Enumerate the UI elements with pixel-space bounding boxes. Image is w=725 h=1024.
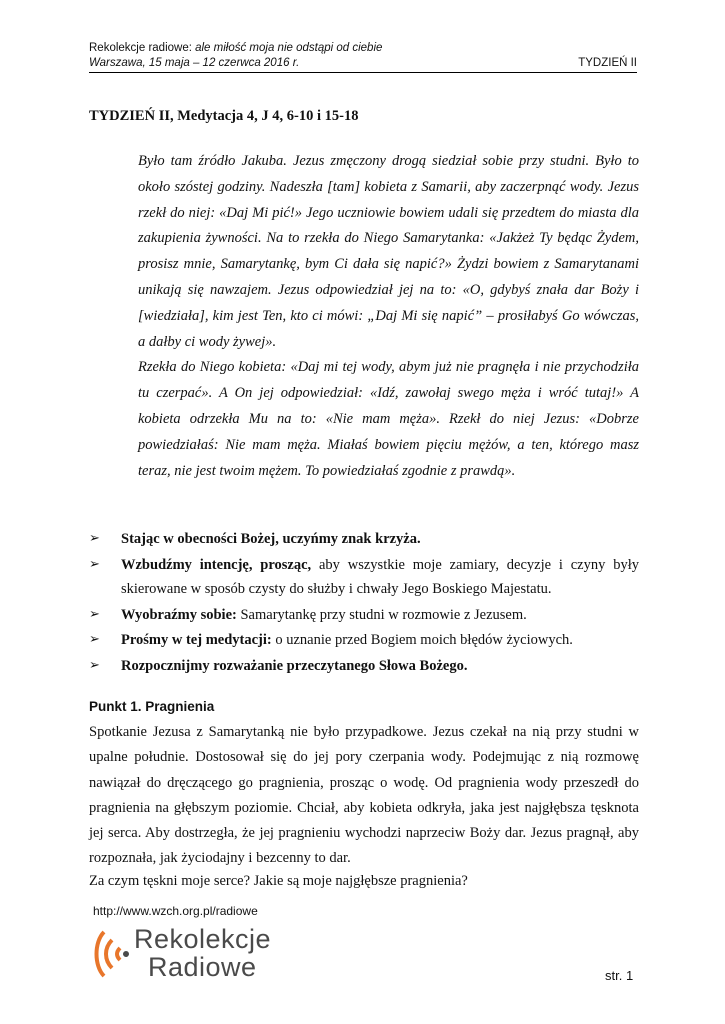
- meditation-heading: TYDZIEŃ II, Medytacja 4, J 4, 6-10 i 15-18: [89, 108, 359, 124]
- list-item: [89, 603, 639, 628]
- header-week-label: TYDZIEŃ II: [578, 57, 637, 69]
- step-bold-text: Wzbudźmy intencję, prosząc,: [121, 556, 312, 573]
- point-title: Punkt 1. Pragnienia: [89, 699, 215, 714]
- scripture-passage: [138, 149, 639, 484]
- arrow-bullet-icon: ➢: [89, 606, 100, 622]
- list-item: [89, 628, 639, 653]
- header-dates: Warszawa, 15 maja – 12 czerwca 2016 r.: [89, 57, 300, 69]
- header-line-2: [89, 56, 637, 73]
- step-bold-text: Rozpocznijmy rozważanie przeczytanego Słowa Bożego.: [121, 657, 468, 674]
- page-number: str. 1: [605, 968, 634, 983]
- scripture-paragraph-2: Rzekła do Niego kobieta: «Daj mi tej wody, abym już nie pragnęła i nie przychodziła tu czerpać». A On jej odpowiedział: «Idź, zawołaj swego męża i wróć tutaj!» A kobieta odrzekła Mu na to: «Nie mam męża». Rzekł do niej Jezus: «Dobrze powiedziałaś: Nie mam męża. Miałaś bowiem pięciu mężów, a ten, którego masz teraz, nie jest twoim mężem. To powiedziałaś zgodnie z prawdą».: [138, 359, 639, 479]
- meditation-steps-list: [89, 527, 639, 679]
- radio-waves-logo-icon: [90, 924, 136, 984]
- list-item: [89, 553, 639, 602]
- list-item: [89, 527, 639, 552]
- arrow-bullet-icon: ➢: [89, 531, 100, 546]
- header-retreat-title: ale miłość moja nie odstąpi od ciebie: [195, 42, 383, 54]
- point-body: Spotkanie Jezusa z Samarytanką nie było przypadkowe. Jezus czekał na nią przy studni w upalne południe. Dostosował się do jej pory czerpania wody. Podejmując z nią rozmowę nawiązał do dręczącego go pragnienia, prosząc o wodę. Od pragnienia wody przeszedł do pragnienia na głębszym poziomie. Chciał, aby kobieta odkryła, jaka jest najgłębsza tęsknota jej serca. Aby dostrzegła, że jej pragnieniu wychodzi naprzeciw Boży dar. Jezus pragnął, aby rozpoznała, jak życiodajny i bezcenny to dar.: [89, 724, 639, 867]
- logo-text-line-2: Radiowe: [148, 952, 257, 982]
- arrow-bullet-icon: ➢: [89, 556, 100, 572]
- scripture-paragraph-1: Było tam źródło Jakuba. Jezus zmęczony drogą siedział sobie przy studni. Było to około szóstej godziny. Nadeszła [tam] kobieta z Samarii, aby zaczerpnąć wody. Jezus rzekł do niej: «Daj Mi pić!» Jego uczniowie bowiem udali się przedtem do miasta dla zakupienia żywności. Na to rzekła do Niego Samarytanka: «Jakżeż Ty będąc Żydem, prosisz mnie, Samarytankę, bym Ci dała się napić?» Żydzi bowiem z Samarytanami unikają się nawzajem. Jezus odpowiedział jej na to: «O, gdybyś znała dar Boży i [wiedziała], kim jest Ten, kto ci mówi: „Daj Mi się napić” – prosiłabyś Go wówczas, a dałby ci wody żywej».: [138, 153, 639, 350]
- step-bold-text: Stając w obecności Bożej, uczyńmy znak krzyża.: [121, 531, 421, 547]
- step-text: aby wszystkie moje zamiary, decyzje i czyny były skierowane w sposób czysty do służby i chwały Jego Boskiego Majestatu.: [121, 556, 639, 597]
- arrow-bullet-icon: ➢: [89, 632, 100, 647]
- arrow-bullet-icon: ➢: [89, 657, 100, 673]
- step-bold-text: Prośmy w tej medytacji:: [121, 632, 272, 648]
- list-item: [89, 654, 639, 679]
- header-line-1: [89, 41, 637, 56]
- reflection-question: Za czym tęskni moje serce? Jakie są moje najgłębsze pragnienia?: [89, 873, 468, 889]
- step-bold-text: Wyobraźmy sobie:: [121, 606, 237, 623]
- step-text: o uznanie przed Bogiem moich błędów życiowych.: [271, 632, 573, 648]
- footer-url-link[interactable]: http://www.wzch.org.pl/radiowe: [93, 904, 258, 918]
- logo-text-line-1: Rekolekcje: [134, 924, 272, 954]
- rekolekcje-radiowe-logo: [90, 924, 300, 984]
- step-text: Samarytankę przy studni w rozmowie z Jezusem.: [236, 606, 527, 623]
- header-prefix: Rekolekcje radiowe:: [89, 42, 196, 54]
